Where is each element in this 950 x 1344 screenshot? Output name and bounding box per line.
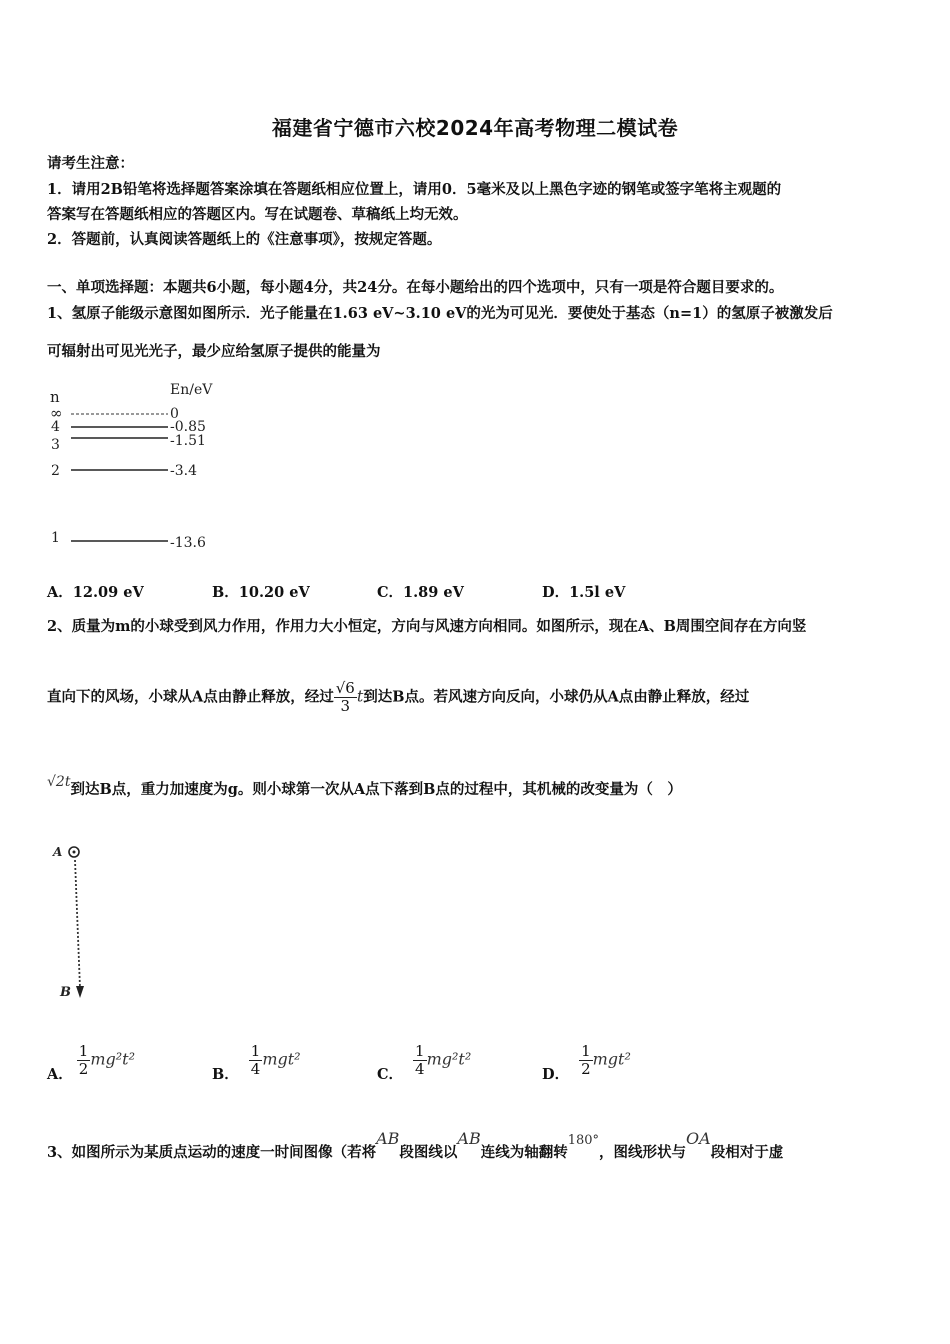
notice-item-2: 2．答题前，认真阅读答题纸上的《注意事项》，按规定答题。 [47,231,442,248]
q2-line-1: 2、质量为m的小球受到风力作用，作用力大小恒定，方向与风速方向相同。如图所示，现在A、B周围空间存在方向竖 [47,618,807,635]
level-energy-inf: 0 [170,406,179,422]
notice-item-1-line-2: 答案写在答题纸相应的答题区内。写在试题卷、草稿纸上均无效。 [47,206,468,223]
page-title: 福建省宁德市六校2024年高考物理二模试卷 [271,116,679,140]
q2-option-b[interactable]: B． $\frac{1}{4}$ mgt² [212,1042,301,1083]
level-n-2: 2 [51,463,60,479]
level-energy-1: -13.6 [170,535,206,551]
fall-path [75,860,80,988]
q1-line-2: 可辐射出可见光光子，最少应给氢原子提供的能量为 [47,343,381,360]
diagram-n-label: n [50,388,60,406]
fall-diagram [50,838,100,1008]
q1-option-d[interactable]: D．1.5l eV [542,584,626,601]
q1-option-c[interactable]: C．1.89 eV [377,584,464,601]
q3-line-1: 3、如图所示为某质点运动的速度一时间图像（若将AB段图线以AB连线为轴翻转180°，图线形状与OA段相对于虚 [47,1129,784,1161]
notice-heading: 请考生注意： [47,155,134,172]
q2-option-c[interactable]: C． $\frac{1}{4}$ mg²t² [377,1042,472,1083]
q2-time-fraction: $\frac{√6}{3}$ [335,679,355,715]
point-a-label: A [53,845,63,859]
q1-line-1: 1、氢原子能级示意图如图所示．光子能量在1.63 eV~3.10 eV的光为可见光．要使处于基态（n=1）的氢原子被激发后 [47,305,833,322]
level-energy-2: -3.4 [170,463,197,479]
q2-line-3: √2t到达B点，重力加速度为g。则小球第一次从A点下落到B点的过程中，其机械的改变量为（ ） [47,774,682,798]
arrow-down-icon [76,986,84,998]
level-energy-3: -1.51 [170,433,206,449]
q2-option-d[interactable]: D． $\frac{1}{2}$ mgt² [542,1042,631,1083]
level-n-4: 4 [51,419,60,435]
level-energy-4: -0.85 [170,419,206,435]
q1-option-b[interactable]: B．10.20 eV [212,584,310,601]
level-n-3: 3 [51,437,60,453]
level-n-inf: ∞ [50,404,63,422]
q1-option-a[interactable]: A．12.09 eV [47,584,144,601]
q2-option-a[interactable]: A． $\frac{1}{2}$ mg²t² [47,1042,135,1083]
notice-item-1-line-1: 1．请用2B铅笔将选择题答案涂填在答题纸相应位置上，请用0．5毫米及以上黑色字迹的钢笔或签字笔将主观题的 [47,181,782,198]
level-n-1: 1 [51,530,60,546]
diagram-energy-axis-label: En/eV [170,382,213,398]
q2-line-2: 直向下的风场，小球从A点由静止释放，经过 $\frac{√6}{3}$ t到达B点。若风速方向反向，小球仍从A点由静止释放，经过 [47,679,750,715]
point-b-label: B [60,985,71,1000]
section-heading: 一、单项选择题：本题共6小题，每小题4分，共24分。在每小题给出的四个选项中，只有一项是符合题目要求的。 [47,279,784,296]
energy-level-diagram [44,376,234,556]
